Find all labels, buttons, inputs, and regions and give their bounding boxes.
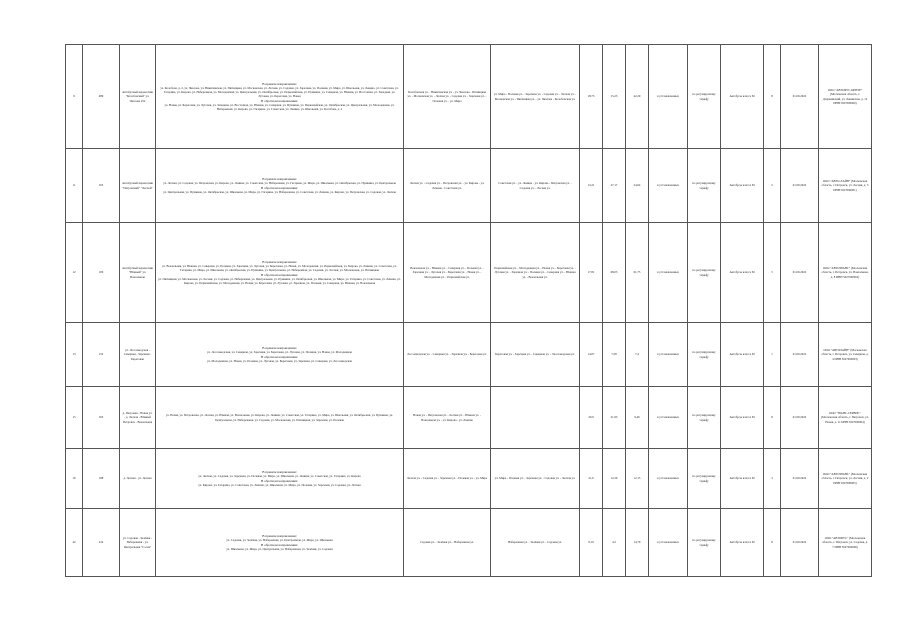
route-name-cell: ул. Садовая - Зелёная - Набережная - ул. Центральная "Сосна" <box>120 509 156 577</box>
carrier-cell: ООО "АВТОБУС" (Московская область, г. Петровск, ул. Садовая, д. 7 ИНН 5027000006) <box>819 509 872 577</box>
direction-heading: В прямом направлении: <box>262 534 297 539</box>
table-row <box>66 449 872 509</box>
length-total-cell: 9,46 <box>626 387 649 449</box>
direction-heading: В прямом направлении: <box>262 259 297 264</box>
length-back-cell: 21,93 <box>603 387 626 449</box>
length-forward-cell: 13,21 <box>580 149 603 223</box>
stop-type-cell: в установленных <box>649 149 688 223</box>
carrier-cell: ООО "АВТОБУС-ЦЕНТР" (Московская область, г. Дзержинский, ул. Ленинская, д. 12 ИНН 5027000000) <box>819 45 872 149</box>
vehicle-count-cell: 8 <box>764 387 781 449</box>
carrier-cell: ООО "АВТОЛАЙН" (Московская область, г. Петровск, ул. Северная, д. 4 ИНН 5027000003) <box>819 323 872 387</box>
start-date-cell: 01.09.2022 <box>781 509 819 577</box>
route-name-cell: Автобусный перевозчик "Колобовский" ул. Чкалова 452 <box>120 45 156 149</box>
route-code-cell: 224 <box>83 509 120 577</box>
length-forward-cell: 20,9 <box>580 387 603 449</box>
tariff-cell: по регулируемому тарифу <box>688 387 721 449</box>
street-list: ул. Лесная, ул. Садовая, ул. Петровская, ул. Кирова, ул. Ленина, ул. Советская, ул. Набережная, ул. Гагарина, ул. Мира, ул. Школьная, ул. Октябрьская, ул. Пушкина, ул. Центральная <box>163 181 396 186</box>
length-forward-cell: 17,81 <box>580 223 603 323</box>
route-path-cell <box>156 387 404 449</box>
route-number-cell: 42 <box>66 509 83 577</box>
start-date-cell: 01.09.2022 <box>781 387 819 449</box>
direction-heading: В прямом направлении: <box>262 177 297 182</box>
direction-heading: В обратном направлении: <box>261 542 298 547</box>
vehicle-class-cell: Автобусы класса М <box>721 509 764 577</box>
length-back-cell: 27,17 <box>603 149 626 223</box>
vehicle-count-cell: 2 <box>764 149 781 223</box>
route-path-cell <box>156 149 404 223</box>
start-date-cell: 01.09.2022 <box>781 223 819 323</box>
length-total-cell: 14,79 <box>626 509 649 577</box>
street-list: ул. Кирова, ул. Гагарина, ул. Советская, ул. Ленина, ул. Школьная, ул. Мира, ул. Полевая, ул. Заречная, ул. Садовая, ул. Лесная <box>198 482 361 487</box>
street-list: ул. Новая, ул. Береговая, ул. Луговая, ул. Западная, ул. Восточная, ул. Южная, ул. Северная, ул. Пушкина, ул. Первомайская, ул. Октябрьская, ул. Центральная, ул. Молодежная, ул. Набережная, ул. Кирова, ул. Гагарина, ул. Советская, ул. Ленина, ул. Школьная, ул. Колобова, д. 2 <box>164 102 395 111</box>
length-back-cell: 7,58 <box>603 323 626 387</box>
street-list: ул. Лесная, ул. Садовая, ул. Заречная, ул. Полевая, ул. Мира, ул. Школьная, ул. Ленина, ул. Советская, ул. Гагарина, ул. Кирова <box>198 474 361 479</box>
stops-back-cell: ул. Мира - Полевая ул. - Заречная ул. - Садовая ул. - Лесная ул. - Московская ул. - Пятницкая ул. - ул. Чкалова - Колобовская ул. <box>491 45 580 149</box>
street-list: ул. Лесозаводская, ул. Северная, ул. Заречная, ул. Береговая, ул. Луговая, ул. Полевая, ул. Новая, ул. Молодежная <box>207 350 352 355</box>
tariff-cell: по регулируемому тарифу <box>688 509 721 577</box>
length-total-cell: 12,15 <box>626 449 649 509</box>
route-name-cell: ул. Лесозаводская - Северная - Заречная - Береговая <box>120 323 156 387</box>
carrier-cell: ООО "АВТОТРАНС" (Московская область, г. Петровск, ул. Вокзальная, д. 8 ИНН 5027000002) <box>819 223 872 323</box>
length-back-cell: 15,23 <box>603 45 626 149</box>
length-total-cell: 24,64 <box>626 149 649 223</box>
vehicle-class-cell: Автобусы класса М <box>721 223 764 323</box>
stop-type-cell: в установленных <box>649 449 688 509</box>
route-number-cell: 15 <box>66 387 83 449</box>
street-list: ул. Колобова, д. 2, ул. Чкалова, ул. Никитинская, ул. Пятницкая, ул. Московская, ул. Лесная, ул. Садовая, ул. Заречная, ул. Полевая, ул. Мира, ул. Школьная, ул. Ленина, ул. Советская, ул. Гагарина, ул. Кирова, ул. Набережная, ул. Молодежная, ул. Центральная, ул. Октябрьская, ул. Первомайская, ул. Пушкина, ул. Северная, ул. Южная, ул. Восточная, ул. Западная, ул. Луговая, ул. Береговая, ул. Новая <box>160 85 399 99</box>
stops-back-cell <box>491 387 580 449</box>
route-code-cell: 163 <box>83 387 120 449</box>
table-row <box>66 323 872 387</box>
stops-forward-cell: Колобовская ул. - Никитинская ул. - ул. Чкалова - Пятницкая ул. - Московская ул. - Лесная ул. - Садовая ул. - Заречная ул. - Полевая ул. - ул. Мира <box>404 45 491 149</box>
tariff-cell: по регулируемому тарифу <box>688 323 721 387</box>
length-back-cell: 68,03 <box>603 223 626 323</box>
route-name-cell: Автобусный перевозчик "Петровский" "Лесной" <box>120 149 156 223</box>
stops-forward-cell: Лесная ул. - Садовая ул. - Петровская ул. - ул. Кирова - ул. Ленина - Советская ул. <box>404 149 491 223</box>
stops-forward-cell: Лесная ул. - Садовая ул. - Заречная ул. - Полевая ул. - ул. Мира <box>404 449 491 509</box>
route-number-cell: 12 <box>66 223 83 323</box>
stops-forward-cell: Новая ул. - Петровская ул. - Лесная ул. - Южная ул. - Вокзальная ул. - ул. Кирова - ул. Ленина <box>404 387 491 449</box>
length-forward-cell: 8,19 <box>580 509 603 577</box>
route-path-cell <box>156 509 404 577</box>
vehicle-count-cell: 1 <box>764 323 781 387</box>
street-list: ул. Вокзальная, ул. Южная, ул. Северная, ул. Полевая, ул. Заречная, ул. Луговая, ул. Береговая, ул. Новая, ул. Молодежная, ул. Первомайская, ул. Кирова, ул. Ленина, ул. Советская, ул. Гагарина, ул. Мира, ул. Школьная, ул. Октябрьская, ул. Пушкина, ул. Центральная, ул. Набережная, ул. Садовая, ул. Лесная, ул. Московская, ул. Пятницкая <box>162 264 397 273</box>
length-forward-cell: 18,73 <box>580 45 603 149</box>
direction-heading: В прямом направлении: <box>262 470 297 475</box>
vehicle-count-cell: 5 <box>764 223 781 323</box>
stops-back-cell: ул. Мира - Полевая ул. - Заречная ул. - Садовая ул. - Лесная ул. <box>491 449 580 509</box>
stop-type-cell: в установленных <box>649 387 688 449</box>
length-total-cell: 42,29 <box>626 45 649 149</box>
vehicle-count-cell: 8 <box>764 45 781 149</box>
route-code-cell: 489 <box>83 45 120 149</box>
stops-forward-cell: Садовая ул. - Зелёная ул. - Набережная ул. <box>404 509 491 577</box>
direction-heading: В обратном направлении: <box>261 272 298 277</box>
length-total-cell: 61,75 <box>626 223 649 323</box>
stops-back-cell: Первомайская ул. - Молодежная ул. - Новая ул. - Береговая ул. - Луговая ул. - Заречная ул. - Полевая ул. - Северная ул. - Южная ул. - Вокзальная ул. <box>491 223 580 323</box>
route-code-cell: 152 <box>83 323 120 387</box>
carrier-cell: ООО "АВТО-ЛАЙН" (Московская область, г. Петровск, ул. Лесная, д. 3 ИНН 5027000001) <box>819 149 872 223</box>
direction-heading: В прямом направлении: <box>262 346 297 351</box>
route-path-cell <box>156 223 404 323</box>
vehicle-class-cell: Автобусы класса М <box>721 449 764 509</box>
route-name-cell: Автобусный перевозчик "Южный" ул. Вокзальная <box>120 223 156 323</box>
start-date-cell: 01.09.2022 <box>781 323 819 387</box>
tariff-cell: по регулируемому тарифу <box>688 149 721 223</box>
route-code-cell: 109 <box>83 223 120 323</box>
street-list: ул. Пятницкая, ул. Московская, ул. Лесная, ул. Садовая, ул. Набережная, ул. Центральная, ул. Пушкина, ул. Октябрьская, ул. Школьная, ул. Мира, ул. Гагарина, ул. Советская, ул. Ленина, ул. Кирова, ул. Первомайская, ул. Молодежная, ул. Новая, ул. Береговая, ул. Луговая, ул. Заречная, ул. Полевая, ул. Северная, ул. Южная, ул. Вокзальная <box>158 276 401 285</box>
length-forward-cell: 14,67 <box>580 323 603 387</box>
direction-heading: В обратном направлении: <box>261 98 298 103</box>
street-list: ул. Молодежная, ул. Новая, ул. Полевая, ул. Луговая, ул. Береговая, ул. Заречная, ул. Северная, ул. Лесозаводская <box>207 358 352 363</box>
route-number-cell: 11 <box>66 149 83 223</box>
table-row <box>66 509 872 577</box>
stop-type-cell: в установленных <box>649 323 688 387</box>
route-number-cell: 16 <box>66 449 83 509</box>
direction-heading: В обратном направлении: <box>261 478 298 483</box>
route-name-cell: д. Петровка - Новая ул. - д. Лесная - Южный Петровск - Вокзальная <box>120 387 156 449</box>
carrier-cell: ООО "ТРАНС-СЕРВИС" (Московская область, г. Петровск, ул. Новая, д. 11 ИНН 5027000004) <box>819 387 872 449</box>
start-date-cell: 01.09.2022 <box>781 449 819 509</box>
table-row <box>66 149 872 223</box>
stops-forward-cell: Лесозаводская ул. - Северная ул. - Заречная ул. - Береговая ул. <box>404 323 491 387</box>
street-list: ул. Центральная, ул. Пушкина, ул. Октябрьская, ул. Школьная, ул. Мира, ул. Гагарина, ул. Набережная, ул. Советская, ул. Ленина, ул. Кирова, ул. Петровская, ул. Садовая, ул. Лесная <box>163 189 396 194</box>
stop-type-cell: в установленных <box>649 223 688 323</box>
route-name-cell: д. Лесная - ул. Лесная <box>120 449 156 509</box>
vehicle-class-cell: Автобусы класса М <box>721 45 764 149</box>
stops-back-cell: Набережная ул. - Зелёная ул. - Садовая ул. <box>491 509 580 577</box>
stops-forward-cell: Вокзальная ул. - Южная ул. - Северная ул. - Полевая ул. - Заречная ул. - Луговая ул. - Береговая ул. - Новая ул. - Молодежная ул. - Первомайская ул. <box>404 223 491 323</box>
table-row <box>66 223 872 323</box>
start-date-cell: 01.09.2022 <box>781 45 819 149</box>
street-list: ул. Садовая, ул. Зелёная, ул. Набережная, ул. Центральная, ул. Мира, ул. Школьная <box>226 538 333 543</box>
stop-type-cell: в установленных <box>649 509 688 577</box>
routes-registry-table <box>65 44 872 577</box>
length-back-cell: 4,2 <box>603 509 626 577</box>
tariff-cell: по регулируемому тарифу <box>688 45 721 149</box>
table-row <box>66 45 872 149</box>
length-back-cell: 12,29 <box>603 449 626 509</box>
route-code-cell: 188 <box>83 449 120 509</box>
vehicle-count-cell: 8 <box>764 509 781 577</box>
stops-back-cell: Береговая ул. - Заречная ул. - Северная ул. - Лесозаводская ул. <box>491 323 580 387</box>
route-path-cell <box>156 449 404 509</box>
start-date-cell: 01.09.2022 <box>781 149 819 223</box>
tariff-cell: по регулируемому тарифу <box>688 223 721 323</box>
vehicle-count-cell: 3 <box>764 449 781 509</box>
route-code-cell: 105 <box>83 149 120 223</box>
stop-type-cell: в установленных <box>649 45 688 149</box>
direction-heading: В прямом направлении: <box>262 81 297 86</box>
street-list: ул. Школьная, ул. Мира, ул. Центральная, ул. Набережная, ул. Зелёная, ул. Садовая <box>226 546 333 551</box>
direction-heading: В обратном направлении: <box>261 185 298 190</box>
carrier-cell: ООО "АВТОТРАНС" (Московская область, г. Петровск, ул. Лесная, д. 2 ИНН 5027000005) <box>819 449 872 509</box>
route-path-cell <box>156 45 404 149</box>
table-row <box>66 387 872 449</box>
length-total-cell: 7,4 <box>626 323 649 387</box>
length-forward-cell: 21,6 <box>580 449 603 509</box>
route-number-cell: 13 <box>66 323 83 387</box>
route-number-cell: 9 <box>66 45 83 149</box>
street-list: ул. Новая, ул. Петровская, ул. Лесная, ул. Южная, ул. Вокзальная, ул. Кирова, ул. Ленина, ул. Советская, ул. Гагарина, ул. Мира, ул. Школьная, ул. Октябрьская, ул. Пушкина, ул. Центральная, ул. Набережная, ул. Садовая, ул. Московская, ул. Пятницкая, ул. Заречная, ул. Полевая <box>165 413 394 422</box>
vehicle-class-cell: Автобусы класса М <box>721 149 764 223</box>
direction-heading: В обратном направлении: <box>261 354 298 359</box>
stops-back-cell: Советская ул. - ул. Ленина - ул. Кирова - Петровская ул. - Садовая ул. - Лесная ул. <box>491 149 580 223</box>
vehicle-class-cell: Автобусы класса М <box>721 323 764 387</box>
tariff-cell: по регулируемому тарифу <box>688 449 721 509</box>
vehicle-class-cell: Автобусы класса М <box>721 387 764 449</box>
route-path-cell <box>156 323 404 387</box>
